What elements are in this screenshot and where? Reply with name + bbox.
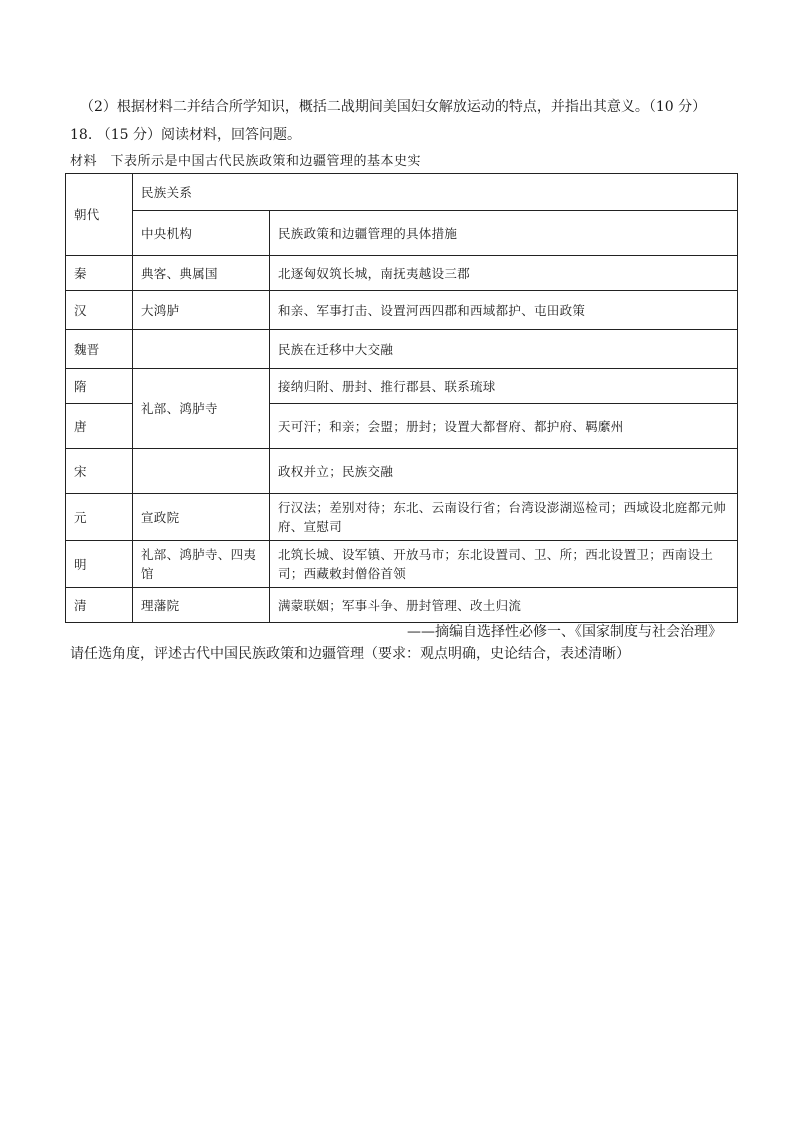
question-prompt: 请任选角度，评述古代中国民族政策和边疆管理（要求：观点明确，史论结合，表述清晰） (70, 646, 630, 662)
cell-agency: 典客、典属国 (133, 256, 270, 291)
cell-dynasty: 隋 (66, 369, 133, 404)
cell-measures: 政权并立；民族交融 (270, 449, 738, 494)
cell-agency: 礼部、鸿胪寺、四夷馆 (133, 541, 270, 588)
header-agency: 中央机构 (133, 211, 270, 256)
history-table (65, 173, 738, 623)
material-intro: 材料 下表所示是中国古代民族政策和边疆管理的基本史实 (70, 154, 422, 169)
cell-agency: 大鸿胪 (133, 291, 270, 330)
cell-measures: 和亲、军事打击、设置河西四郡和西域都护、屯田政策 (270, 291, 738, 330)
cell-dynasty: 元 (66, 494, 133, 541)
cell-dynasty: 魏晋 (66, 330, 133, 369)
cell-measures: 北筑长城、设军镇、开放马市；东北设置司、卫、所；西北设置卫；西南设土司；西藏敕封僧俗首领 (270, 541, 738, 588)
question-18-heading: 18. （15 分）阅读材料，回答问题。 (70, 127, 301, 143)
table-row (66, 494, 738, 541)
cell-dynasty: 明 (66, 541, 133, 588)
source-citation: ——摘编自选择性必修一、《国家制度与社会治理》 (407, 624, 722, 640)
table-row (66, 291, 738, 330)
cell-measures: 接纳归附、册封、推行郡县、联系琉球 (270, 369, 738, 404)
cell-dynasty: 唐 (66, 404, 133, 449)
table-row (66, 256, 738, 291)
cell-dynasty: 汉 (66, 291, 133, 330)
cell-agency: 宣政院 (133, 494, 270, 541)
table-header-row (66, 174, 738, 211)
table-row (66, 330, 738, 369)
cell-dynasty: 清 (66, 588, 133, 623)
cell-agency: 理藩院 (133, 588, 270, 623)
table-row (66, 541, 738, 588)
cell-measures: 民族在迁移中大交融 (270, 330, 738, 369)
header-measures: 民族政策和边疆管理的具体措施 (270, 211, 738, 256)
cell-agency (133, 449, 270, 494)
header-relations: 民族关系 (133, 174, 738, 211)
cell-measures: 天可汗；和亲；会盟；册封；设置大都督府、都护府、羁縻州 (270, 404, 738, 449)
cell-dynasty: 宋 (66, 449, 133, 494)
question-2-text: （2）根据材料二并结合所学知识，概括二战期间美国妇女解放运动的特点，并指出其意义。（10 分） (80, 99, 707, 115)
table-row (66, 588, 738, 623)
cell-measures: 北逐匈奴筑长城，南抚夷越设三郡 (270, 256, 738, 291)
cell-agency (133, 330, 270, 369)
cell-measures: 行汉法；差别对待；东北、云南设行省；台湾设澎湖巡检司；西域设北庭都元帅府、宣慰司 (270, 494, 738, 541)
header-dynasty: 朝代 (66, 174, 133, 256)
cell-agency: 礼部、鸿胪寺 (133, 369, 270, 449)
cell-measures: 满蒙联姻；军事斗争、册封管理、改土归流 (270, 588, 738, 623)
table-subheader-row (66, 211, 738, 256)
table-row (66, 369, 738, 404)
table-row (66, 449, 738, 494)
cell-dynasty: 秦 (66, 256, 133, 291)
